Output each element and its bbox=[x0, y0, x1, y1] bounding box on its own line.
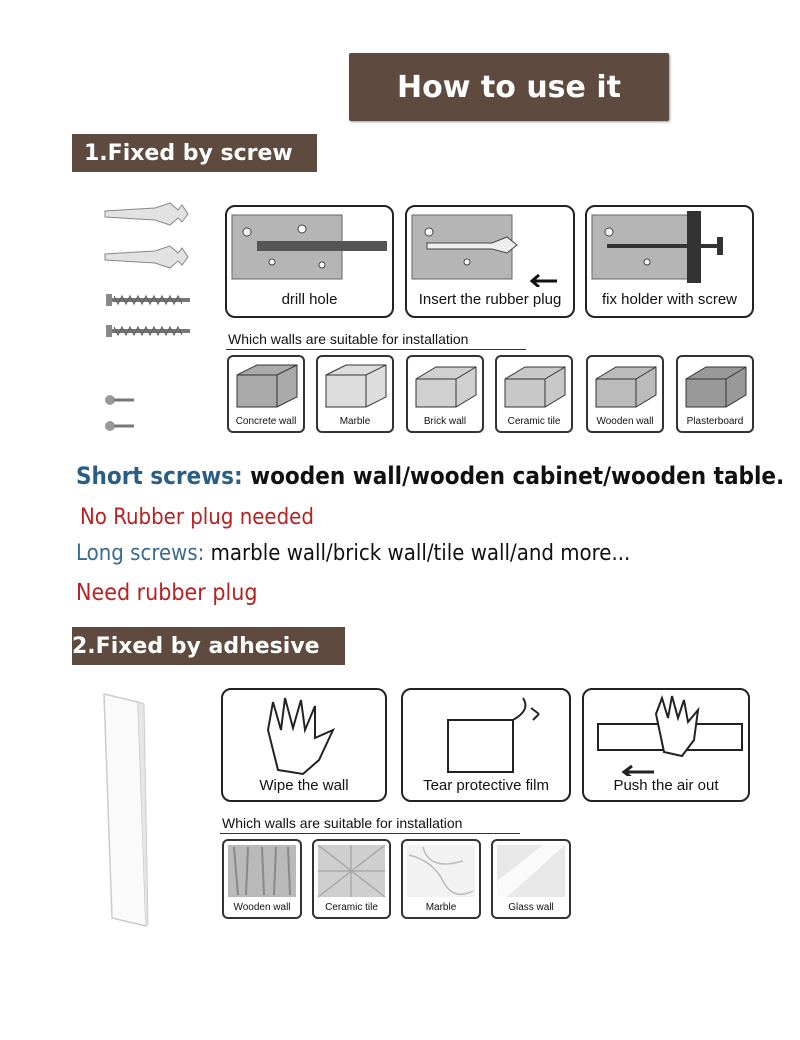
step-push-air bbox=[582, 688, 750, 802]
step-fix-holder bbox=[585, 205, 754, 318]
tile-caption: Wooden wall bbox=[233, 902, 291, 913]
step-drill-hole bbox=[225, 205, 394, 318]
step-wipe-wall bbox=[221, 688, 387, 802]
wall-tile-glass bbox=[491, 839, 571, 919]
push-air-icon bbox=[584, 690, 748, 776]
long-screw-icon bbox=[106, 325, 190, 337]
glass-texture-icon bbox=[493, 841, 569, 901]
tile-caption: Brick wall bbox=[423, 416, 467, 427]
step-caption: Tear protective film bbox=[423, 777, 549, 794]
tear-film-icon bbox=[403, 690, 569, 776]
tile-caption: Wooden wall bbox=[596, 416, 654, 427]
step-caption: Insert the rubber plug bbox=[418, 291, 562, 308]
divider bbox=[226, 349, 526, 350]
divider bbox=[220, 833, 520, 834]
step-caption: fix holder with screw bbox=[601, 291, 738, 308]
adhesive-strip-illustration bbox=[100, 690, 150, 930]
wall-tile-marble bbox=[316, 355, 394, 433]
plasterboard-block-icon bbox=[678, 357, 752, 415]
wall-tile-wooden bbox=[586, 355, 664, 433]
step-insert-plug bbox=[405, 205, 575, 318]
concrete-block-icon bbox=[229, 357, 303, 415]
rubber-plug-icon bbox=[105, 203, 188, 225]
rubber-plug-icon bbox=[105, 246, 188, 268]
short-screws-text: wooden wall/wooden cabinet/wooden table. bbox=[242, 462, 785, 490]
wall-tile-plasterboard bbox=[676, 355, 754, 433]
ceramic-block-icon bbox=[497, 357, 571, 415]
ceramic-texture-icon bbox=[314, 841, 389, 901]
insert-plug-illustration bbox=[407, 207, 573, 287]
tile-caption: Ceramic tile bbox=[325, 902, 378, 913]
arrow-left-icon bbox=[624, 766, 654, 776]
tile-caption: Concrete wall bbox=[235, 416, 297, 427]
tile-caption: Marble bbox=[339, 416, 371, 427]
wall-tile-concrete bbox=[227, 355, 305, 433]
wall-tile-ceramic bbox=[312, 839, 391, 919]
short-screw-icon bbox=[105, 395, 134, 405]
step-tear-film bbox=[401, 688, 571, 802]
need-plug-note: Need rubber plug bbox=[76, 580, 258, 606]
walls-suitable-heading: Which walls are suitable for installation bbox=[228, 331, 469, 347]
long-screw-icon bbox=[106, 294, 190, 306]
wooden-block-icon bbox=[588, 357, 662, 415]
tile-caption: Glass wall bbox=[508, 902, 554, 913]
wall-tile-brick bbox=[406, 355, 484, 433]
step-caption: drill hole bbox=[281, 291, 338, 308]
no-plug-note: No Rubber plug needed bbox=[80, 505, 314, 530]
marble-texture-icon bbox=[403, 841, 479, 901]
drill-hole-illustration bbox=[227, 207, 392, 287]
walls-suitable-heading: Which walls are suitable for installation bbox=[222, 815, 463, 831]
long-screws-label: Long screws: bbox=[76, 541, 205, 566]
fix-holder-illustration bbox=[587, 207, 752, 287]
short-screws-note bbox=[76, 462, 784, 490]
short-screws-label: Short screws: bbox=[76, 462, 243, 490]
arrow-left-icon bbox=[532, 275, 557, 287]
section-heading-adhesive: 2.Fixed by adhesive bbox=[72, 627, 345, 665]
long-screws-note bbox=[76, 541, 630, 566]
marble-block-icon bbox=[318, 357, 392, 415]
brick-block-icon bbox=[408, 357, 482, 415]
step-caption: Push the air out bbox=[613, 777, 719, 794]
section-heading-screw: 1.Fixed by screw bbox=[72, 134, 317, 172]
wood-texture-icon bbox=[224, 841, 300, 901]
short-screw-icon bbox=[105, 421, 134, 431]
wall-tile-marble bbox=[401, 839, 481, 919]
screws-and-plugs-illustration bbox=[100, 200, 200, 440]
tile-caption: Marble bbox=[425, 902, 457, 913]
wall-tile-wooden bbox=[222, 839, 302, 919]
step-caption: Wipe the wall bbox=[259, 777, 349, 794]
wall-tile-ceramic bbox=[495, 355, 573, 433]
tile-caption: Plasterboard bbox=[686, 416, 744, 427]
long-screws-text: marble wall/brick wall/tile wall/and more... bbox=[204, 541, 631, 566]
tile-caption: Ceramic tile bbox=[507, 416, 561, 427]
hand-wipe-icon bbox=[223, 690, 385, 776]
page-title: How to use it bbox=[349, 53, 669, 121]
